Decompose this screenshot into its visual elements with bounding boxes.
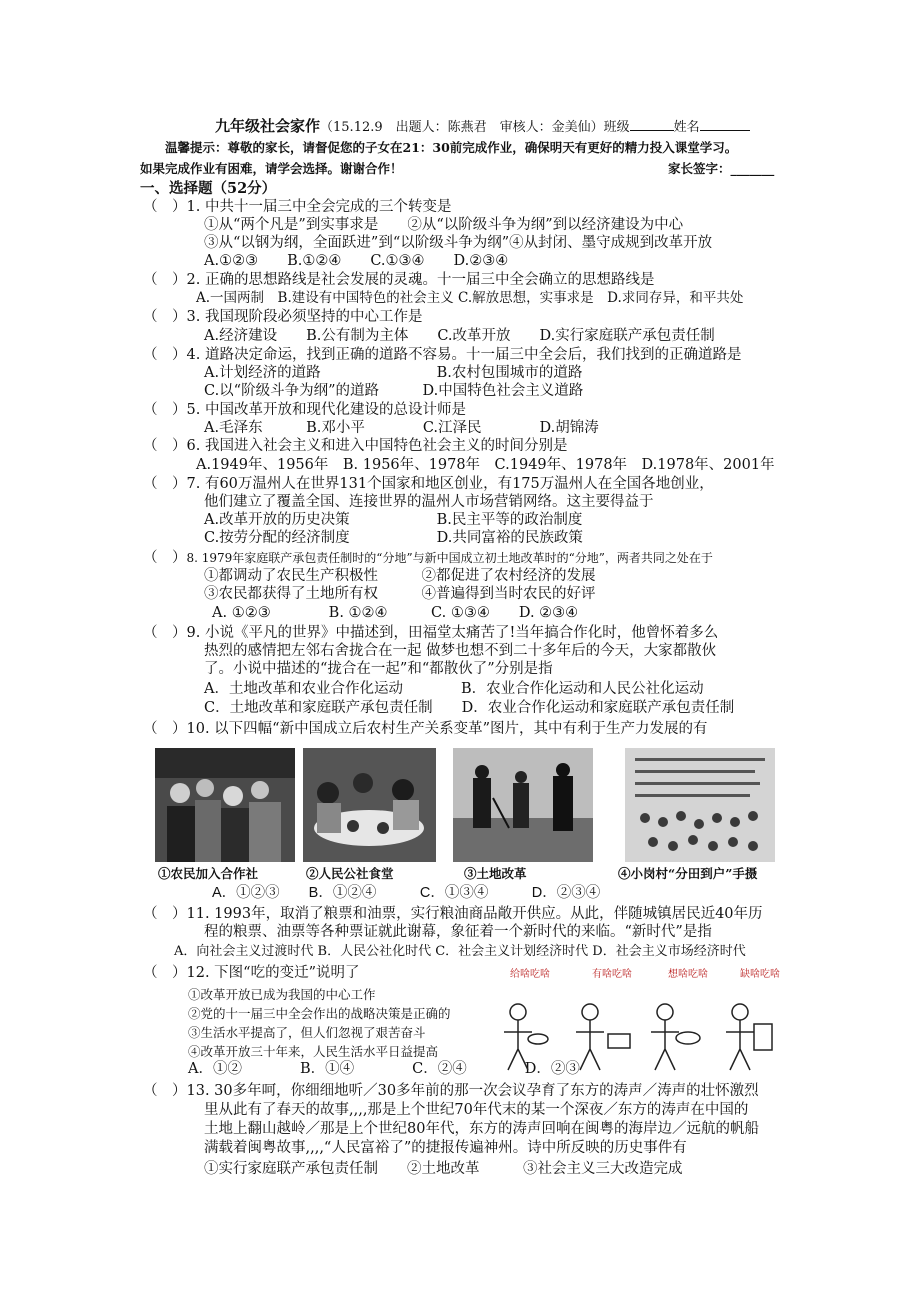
- q12-stem: 12. 下图“吃的变迁”说明了: [186, 965, 360, 981]
- answer-paren[interactable]: （ ）: [143, 347, 187, 363]
- q13-line-0a: 里从此有了春天的故事,,,,那是上个世纪70年代末的某一个深夜／东方的涛声在中国的: [204, 1102, 749, 1118]
- q4-stem: 4. 道路决定命运，找到正确的道路不容易。十一届三中全会后，我们找到的正确道路是: [186, 347, 742, 363]
- q9-stem: 9. 小说《平凡的世界》中描述到，田福堂太痛苦了!当年搞合作化时，他曾怀着多么: [186, 625, 719, 641]
- worksheet-title: [215, 116, 750, 137]
- q12-item-3: ③生活水平提高了，但人们忽视了艰苦奋斗: [188, 1025, 426, 1040]
- question-4: [143, 346, 741, 364]
- parent-signature: 家长签字：_______: [668, 161, 775, 176]
- cartoon-label-3: 想啥吃啥: [668, 969, 708, 980]
- answer-paren[interactable]: （ ）: [143, 906, 187, 922]
- q8-line-1: ①都调动了农民生产积极性 ②都促进了农村经济的发展: [204, 568, 596, 584]
- question-10: [143, 720, 708, 738]
- question-13: [143, 1082, 759, 1100]
- cartoon-label-4: 缺啥吃啥: [740, 969, 780, 980]
- notice-line-2: 如果完成作业有困难，请学会选择。谢谢合作！: [140, 161, 403, 176]
- q5-stem: 5. 中国改革开放和现代化建设的总设计师是: [186, 402, 466, 418]
- question-5: [143, 401, 466, 419]
- q1-line-2: ③从“以钢为纲，全面跃进”到“以阶级斗争为纲”④从封闭、墨守成规到改革开放: [204, 235, 713, 251]
- answer-paren[interactable]: （ ）: [143, 721, 187, 737]
- caption-canteen: ②人民公社食堂: [306, 866, 394, 881]
- name-blank[interactable]: [700, 116, 750, 131]
- q7-line-0: 他们建立了覆盖全国、连接世界的温州人市场营销网络。这主要得益于: [204, 494, 654, 510]
- question-9: [143, 624, 718, 642]
- q3-stem: 3. 我国现阶段必须坚持的中心工作是: [186, 309, 423, 325]
- q11-options: A．向社会主义过渡时代 B．人民公社化时代 C．社会主义计划经济时代 D．社会主义市场经济时代: [174, 944, 746, 959]
- cartoon-label-1: 给啥吃啥: [510, 969, 550, 980]
- food-change-cartoon: [490, 994, 780, 1074]
- q2-options: A.一国两制 B.建设有中国特色的社会主义 C.解放思想，实事求是 D.求同存异，和平共处: [196, 290, 744, 306]
- q2-stem: 2. 正确的思想路线是社会发展的灵魂。十一届三中全会确立的思想路线是: [186, 272, 655, 288]
- q6-stem: 6. 我国进入社会主义和进入中国特色社会主义的时间分别是: [186, 438, 568, 454]
- photo-canteen: [303, 748, 436, 862]
- q4-line-1: A.计划经济的道路 B.农村包围城市的道路: [204, 365, 583, 381]
- answer-paren[interactable]: （ ）: [143, 550, 187, 566]
- q1-options: A.①②③ B.①②④ C.①③④ D.②③④: [204, 253, 509, 269]
- q10-stem: 10. 以下四幅“新中国成立后农村生产关系变革”图片，其中有利于生产力发展的有: [186, 721, 708, 737]
- q11-stem: 11. 1993年，取消了粮票和油票，实行粮油商品敞开供应。从此，伴随城镇居民近40年历: [186, 906, 763, 922]
- title-meta: （15.12.9 出题人：陈燕君 审核人：金美仙）班级: [320, 120, 630, 135]
- q8-line-2: ③农民都获得了土地所有权 ④普遍得到当时农民的好评: [204, 586, 596, 602]
- q1-stem: 1. 中共十一届三中全会完成的三个转变是: [186, 199, 452, 215]
- section-title: 一、选择题（52分）: [140, 180, 277, 197]
- q13-stem: 13. 30多年呵，你细细地听／30多年前的那一次会议孕育了东方的涛声／涛声的壮怀激烈: [186, 1083, 759, 1099]
- title-text: 九年级社会家作: [215, 117, 321, 135]
- q9-line-2: C．土地改革和家庭联产承包责任制 D．农业合作化运动和家庭联产承包责任制: [204, 700, 735, 716]
- answer-paren[interactable]: （ ）: [143, 1083, 187, 1099]
- question-1: [143, 198, 451, 216]
- q10-options: A．①②③ B．①②④ C．①③④ D．②③④: [212, 885, 601, 901]
- question-2: [143, 271, 654, 289]
- q7-stem: 7. 有60万温州人在世界131个国家和地区创业，有175万温州人在全国各地创业，: [186, 476, 714, 492]
- answer-paren[interactable]: （ ）: [143, 965, 187, 981]
- q12-item-2: ②党的十一届三中全会作出的战略决策是正确的: [188, 1006, 451, 1021]
- photo-land-reform: [453, 748, 593, 862]
- q8-options: A. ①②③ B. ①②④ C. ①③④ D. ②③④: [212, 605, 579, 621]
- q8-stem: 8. 1979年家庭联产承包责任制时的“分地”与新中国成立初土地改革时的“分地”，两者共同之处在于: [186, 551, 713, 565]
- answer-paren[interactable]: （ ）: [143, 402, 187, 418]
- q11-line-0: 程的粮票、油票等各种票证就此谢幕，象征着一个新时代的来临。“新时代”是指: [204, 924, 712, 940]
- name-label: 姓名: [673, 120, 700, 135]
- photo-xiaogang-contract: [625, 748, 775, 862]
- q4-line-2: C.以“阶级斗争为纲”的道路 D.中国特色社会主义道路: [204, 383, 584, 399]
- q5-options: A.毛泽东 B.邓小平 C.江泽民 D.胡锦涛: [204, 420, 599, 436]
- question-12: [143, 964, 360, 982]
- q7-line-2: C.按劳分配的经济制度 D.共同富裕的民族政策: [204, 530, 583, 546]
- q13-line-0c: 满载着闽粤故事,,,,“人民富裕了”的捷报传遍神州。诗中所反映的历史事件有: [204, 1140, 687, 1156]
- caption-xiaogang: ④小岗村“分田到户”手摄: [618, 866, 758, 881]
- caption-land-reform: ③土地改革: [464, 866, 527, 881]
- photo-cooperative: [155, 748, 295, 862]
- q6-options: A.1949年、1956年 B. 1956年、1978年 C.1949年、1978年 D.1978年、2001年: [196, 457, 775, 473]
- cartoon-label-2: 有啥吃啥: [592, 969, 632, 980]
- question-7: [143, 475, 714, 493]
- answer-paren[interactable]: （ ）: [143, 199, 187, 215]
- answer-paren[interactable]: （ ）: [143, 625, 187, 641]
- q12-options: A．①② B．①④ C．②④ D．②③: [188, 1061, 580, 1077]
- q9-line-0a: 热烈的感情把左邻右舍拢合在一起 做梦也想不到二十多年后的今天，大家都散伙: [204, 643, 717, 659]
- answer-paren[interactable]: （ ）: [143, 272, 187, 288]
- q9-line-0b: 了。小说中描述的“拢合在一起”和“都散伙了”分别是指: [204, 661, 553, 677]
- q7-line-1: A.改革开放的历史决策 B.民主平等的政治制度: [204, 512, 583, 528]
- q12-item-4: ④改革开放三十年来，人民生活水平日益提高: [188, 1044, 439, 1059]
- question-3: [143, 308, 422, 326]
- question-6: [143, 437, 567, 455]
- notice-line-1: 温馨提示：尊敬的家长，请督促您的子女在21：30前完成作业，确保明天有更好的精力投入课堂学习。: [165, 140, 738, 155]
- q9-line-1: A．土地改革和农业合作化运动 B．农业合作化运动和人民公社化运动: [204, 681, 704, 697]
- answer-paren[interactable]: （ ）: [143, 438, 187, 454]
- q13-line-0b: 土地上翻山越岭／那是上个世纪80年代，东方的涛声回响在闽粤的海岸边／远航的帆船: [204, 1121, 759, 1137]
- class-blank[interactable]: [630, 116, 674, 131]
- answer-paren[interactable]: （ ）: [143, 309, 187, 325]
- answer-paren[interactable]: （ ）: [143, 476, 187, 492]
- q1-line-1: ①从“两个凡是”到实事求是 ②从“以阶级斗争为纲”到以经济建设为中心: [204, 217, 684, 233]
- q12-item-1: ①改革开放已成为我国的中心工作: [188, 987, 376, 1002]
- q3-options: A.经济建设 B.公有制为主体 C.改革开放 D.实行家庭联产承包责任制: [204, 328, 715, 344]
- question-11: [143, 905, 763, 923]
- question-8: [143, 549, 713, 567]
- q13-line-1: ①实行家庭联产承包责任制 ②土地改革 ③社会主义三大改造完成: [204, 1161, 683, 1177]
- caption-cooperative: ①农民加入合作社: [158, 866, 259, 881]
